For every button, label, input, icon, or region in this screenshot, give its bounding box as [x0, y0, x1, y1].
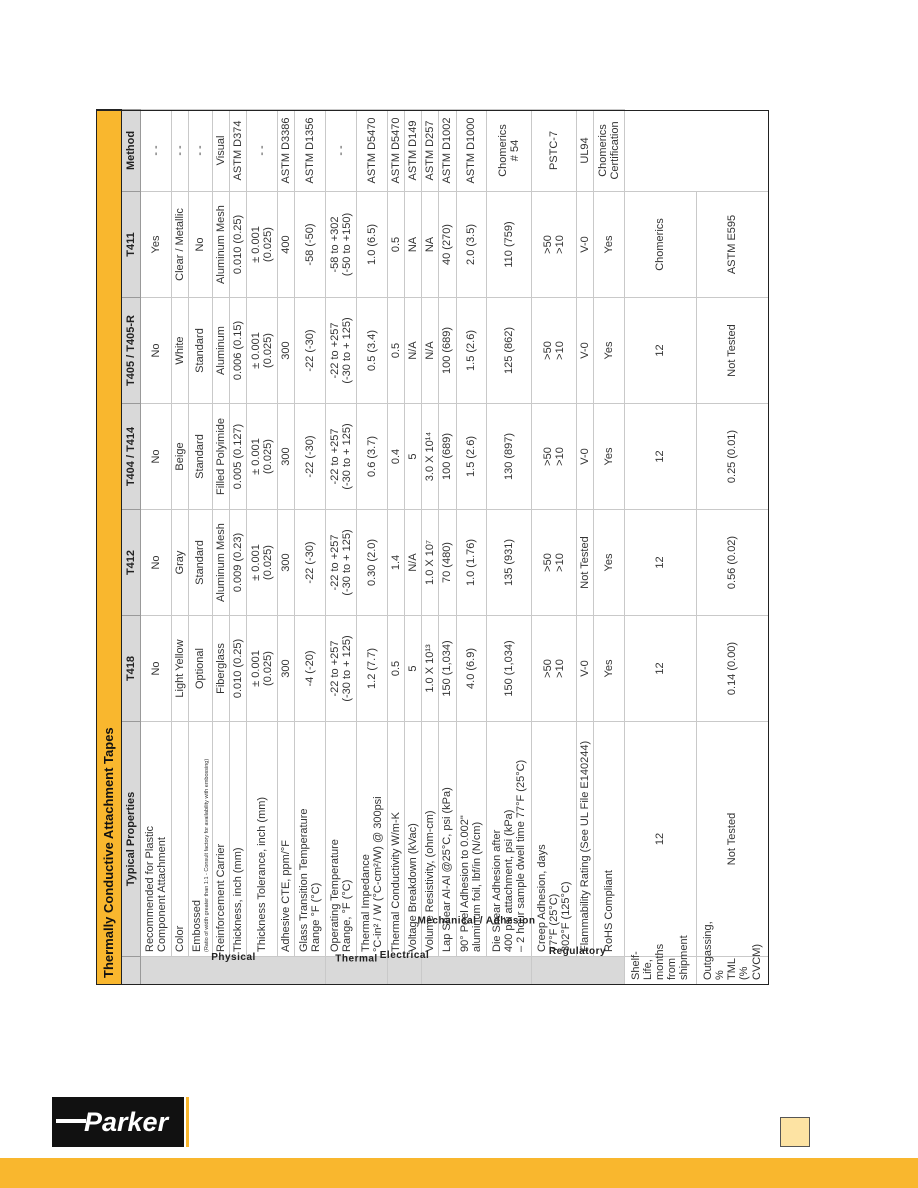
cell-method: ASTM D5470: [387, 109, 404, 191]
property-label: Flammability Rating (See UL File E140244): [578, 740, 591, 952]
cell-method: - -: [189, 109, 213, 191]
cell-method: - -: [141, 109, 172, 191]
spec-table: [96, 109, 769, 985]
property-cell: [141, 722, 172, 957]
cell-t405: 12: [624, 404, 696, 510]
cell-t405: >50 >10: [532, 298, 577, 404]
category-cell: [532, 945, 625, 985]
cell-t418: Not Tested: [696, 722, 768, 957]
cell-t418: 1.2 (7.7): [357, 616, 388, 722]
cell-t411: 2.0 (3.5): [456, 192, 487, 298]
cell-method: - -: [247, 109, 278, 191]
cell-t404-t414: 0.4: [387, 404, 404, 510]
table-row: [422, 109, 439, 984]
category-label: Mechanical / Adhesion: [417, 915, 536, 927]
cell-t405: No: [141, 298, 172, 404]
property-label: Voltage Breakdown (kVac): [407, 823, 420, 952]
property-cell: [247, 722, 278, 957]
table-row: [326, 109, 357, 984]
cell-t418: 0.010 (0.25): [230, 616, 247, 722]
cell-t412: 1.0 (1.76): [456, 510, 487, 616]
cell-t411: No: [189, 192, 213, 298]
cell-t405: 0.25 (0.01): [696, 404, 768, 510]
table-row: [295, 109, 326, 984]
cell-t412: Standard: [189, 510, 213, 616]
cell-method: ASTM D1002: [439, 109, 456, 191]
cell-method: Visual: [213, 109, 230, 191]
property-label: Shelf-Life, months from shipment: [629, 935, 691, 980]
cell-t418: Fiberglass: [213, 616, 230, 722]
cell-method: ASTM D5470: [357, 109, 388, 191]
table-row: [593, 109, 624, 984]
cell-t418: -4 (-20): [295, 616, 326, 722]
table-row: [456, 109, 487, 984]
cell-t411: NA: [405, 192, 422, 298]
cell-t411: ± 0.001 (0.025): [247, 192, 278, 298]
cell-t411: -58 to +302 (-50 to +150): [326, 192, 357, 298]
table-row: [487, 109, 532, 984]
property-label: Operating Temperature Range, °F (°C): [329, 839, 354, 952]
property-label: Thickness Tolerance, inch (mm): [256, 796, 269, 952]
cell-t411: 110 (759): [487, 192, 532, 298]
property-cell: [230, 722, 247, 957]
cell-t418: 12: [624, 722, 696, 957]
table-title: Thermally Conductive Attachment Tapes: [97, 109, 122, 984]
property-label: Color: [173, 925, 186, 952]
property-label: Thermal Impedance °C-in² / W (°C-cm²/W) @ 300psi: [359, 796, 385, 952]
cell-t411: Yes: [593, 192, 624, 298]
cell-t404-t414: 130 (897): [487, 404, 532, 510]
cell-t411: 400: [278, 192, 295, 298]
table-row: [405, 109, 422, 984]
cell-t405: N/A: [422, 298, 439, 404]
cell-t411: 12: [624, 298, 696, 404]
property-cell: [696, 921, 768, 985]
cell-t404-t414: Beige: [171, 404, 188, 510]
cell-t418: 4.0 (6.9): [456, 616, 487, 722]
cell-t418: ± 0.001 (0.025): [247, 616, 278, 722]
category-label: Electrical: [379, 949, 430, 961]
cell-t405: 0.5 (3.4): [357, 298, 388, 404]
cell-t404-t414: Standard: [189, 404, 213, 510]
property-cell: [278, 722, 295, 957]
cell-t412: Aluminum Mesh: [213, 510, 230, 616]
cell-method: UL94: [576, 109, 593, 191]
cell-t418: 0.5: [387, 616, 404, 722]
cell-t405: Aluminum: [213, 298, 230, 404]
cell-t412: ± 0.001 (0.025): [247, 510, 278, 616]
property-label: RoHS Compliant: [602, 870, 615, 952]
table-row: [387, 109, 404, 984]
cell-t405: 1.5 (2.6): [456, 298, 487, 404]
cell-t412: 12: [624, 616, 696, 722]
category-cell: [417, 915, 536, 985]
cell-t404-t414: -22 (-30): [295, 404, 326, 510]
property-cell: [624, 935, 696, 985]
property-label: Lap Shear Al-Al @25°C, psi (kPa): [441, 787, 454, 952]
header-t405: T405 / T405-R: [122, 298, 141, 404]
cell-t412: 70 (480): [439, 510, 456, 616]
property-label: Recommended for Plastic Component Attachment: [143, 826, 168, 952]
cell-t404-t414: No: [141, 404, 172, 510]
cell-t418: -22 to +257 (-30 to + 125): [326, 616, 357, 722]
cell-t404-t414: V-0: [576, 404, 593, 510]
cell-t418: Light Yellow: [171, 616, 188, 722]
cell-t411: Aluminum Mesh: [213, 192, 230, 298]
cell-t411: 40 (270): [439, 192, 456, 298]
cell-t411: V-0: [576, 192, 593, 298]
cell-t404-t414: 5: [405, 404, 422, 510]
cell-t412: N/A: [405, 510, 422, 616]
property-cell: [326, 722, 357, 957]
cell-t412: 0.14 (0.00): [696, 616, 768, 722]
category-cell: [326, 953, 388, 985]
cell-t418: Yes: [593, 616, 624, 722]
cell-t412: 135 (931): [487, 510, 532, 616]
cell-method: ASTM D149: [405, 109, 422, 191]
property-note: (Ratio of width greater than 1:1 - Consult factory for availability with embossing): [203, 758, 210, 952]
cell-t404-t414: 300: [278, 404, 295, 510]
table-row: [278, 109, 295, 984]
cell-t404-t414: 1.5 (2.6): [456, 404, 487, 510]
cell-t405: Yes: [593, 298, 624, 404]
property-cell: [532, 722, 577, 957]
property-label: Thickness, inch (mm): [232, 847, 245, 952]
cell-t418: Optional: [189, 616, 213, 722]
cell-t411: 1.0 (6.5): [357, 192, 388, 298]
cell-t405: 300: [278, 298, 295, 404]
cell-t404-t414: ± 0.001 (0.025): [247, 404, 278, 510]
cell-t418: >50 >10: [532, 616, 577, 722]
cell-t412: -22 to +257 (-30 to + 125): [326, 510, 357, 616]
table-row: [171, 109, 188, 984]
cell-t412: Not Tested: [576, 510, 593, 616]
cell-method: Chomerics Certification: [593, 109, 624, 191]
property-cell: [189, 722, 213, 957]
cell-t405: -22 to +257 (-30 to + 125): [326, 298, 357, 404]
table-row: [213, 109, 230, 984]
header-t412: T412: [122, 510, 141, 616]
cell-method: - -: [326, 109, 357, 191]
header-method: Method: [122, 109, 141, 191]
cell-t412: 300: [278, 510, 295, 616]
cell-method: Chomerics # 54: [487, 109, 532, 191]
header-t404-t414: T404 / T414: [122, 404, 141, 510]
header-t411: T411: [122, 192, 141, 298]
property-label: Reinforcement Carrier: [215, 843, 228, 952]
property-cell: [576, 722, 593, 957]
property-cell: [357, 722, 388, 957]
cell-t405: V-0: [576, 298, 593, 404]
cell-t405: ± 0.001 (0.025): [247, 298, 278, 404]
cell-t404-t414: 100 (689): [439, 404, 456, 510]
cell-t418: 5: [405, 616, 422, 722]
cell-t404-t414: -22 to +257 (-30 to + 125): [326, 404, 357, 510]
cell-method: ASTM D257: [422, 109, 439, 191]
cell-t404-t414: 3.0 X 10¹⁴: [422, 404, 439, 510]
cell-t411: Not Tested: [696, 298, 768, 404]
cell-t404-t414: >50 >10: [532, 404, 577, 510]
cell-t412: 0.009 (0.23): [230, 510, 247, 616]
cell-t405: -22 (-30): [295, 298, 326, 404]
cell-t404-t414: 0.6 (3.7): [357, 404, 388, 510]
cell-t412: Yes: [593, 510, 624, 616]
cell-t418: 1.0 X 10¹³: [422, 616, 439, 722]
category-label: Regulatory: [549, 945, 607, 957]
property-cell: [295, 722, 326, 957]
property-label: Creep Adhesion, days 77°F (25°C) 302°F (125°C): [535, 844, 572, 952]
parker-logo-text: Parker: [84, 1107, 169, 1137]
parker-logo: [52, 1097, 192, 1147]
cell-t404-t414: 12: [624, 510, 696, 616]
cell-t404-t414: 0.005 (0.127): [230, 404, 247, 510]
header-typical-properties: Typical Properties: [122, 722, 141, 957]
table-row: [624, 109, 696, 984]
category-label: Physical: [210, 952, 256, 964]
property-cell: [593, 722, 624, 957]
cell-method: ASTM D1000: [456, 109, 487, 191]
footer-band: [0, 1158, 918, 1188]
cell-method: ASTM E595: [696, 192, 768, 298]
table-row: [247, 109, 278, 984]
property-cell: [213, 722, 230, 957]
cell-t405: Standard: [189, 298, 213, 404]
cell-method: PSTC-7: [532, 109, 577, 191]
cell-t411: 0.010 (0.25): [230, 192, 247, 298]
cell-method: Chomerics: [624, 192, 696, 298]
cell-method: ASTM D374: [230, 109, 247, 191]
cell-t404-t414: Yes: [593, 404, 624, 510]
cell-t411: Clear / Metallic: [171, 192, 188, 298]
cell-t411: 0.5: [387, 192, 404, 298]
property-label: Glass Transition Temperature Range °F (°C): [298, 808, 323, 952]
cell-method: - -: [171, 109, 188, 191]
cell-t418: No: [141, 616, 172, 722]
property-label: Die Shear Adhesion after 400 psi attachment, psi (kPa) – 2 hour sample dwell time 77°F (25°C): [491, 759, 528, 952]
cell-t404-t414: 0.56 (0.02): [696, 510, 768, 616]
cell-method: ASTM D1356: [295, 109, 326, 191]
cell-t405: White: [171, 298, 188, 404]
category-header-blank: [122, 957, 141, 985]
cell-t418: 150 (1,034): [487, 616, 532, 722]
cell-t418: 150 (1,034): [439, 616, 456, 722]
cell-t412: -22 (-30): [295, 510, 326, 616]
cell-t405: 100 (689): [439, 298, 456, 404]
table-row: [230, 109, 247, 984]
property-cell: [387, 722, 404, 957]
cell-t412: 1.4: [387, 510, 404, 616]
table-row: [532, 109, 577, 984]
cell-t404-t414: Filled Polyimide: [213, 404, 230, 510]
cell-t411: NA: [422, 192, 439, 298]
rotated-table-wrapper: [96, 110, 769, 985]
property-label: 90° Peel Adhesion to 0.002" aluminum foil, lbf/in (N/cm): [459, 815, 484, 952]
table-row: [576, 109, 593, 984]
header-t418: T418: [122, 616, 141, 722]
page-number-box: [780, 1117, 810, 1147]
cell-t411: Yes: [141, 192, 172, 298]
property-label: Thermal Conductivity W/m-K: [389, 812, 402, 952]
cell-t405: 0.5: [387, 298, 404, 404]
table-row: [696, 109, 768, 984]
property-label: Embossed: [191, 900, 204, 952]
cell-method: ASTM D3386: [278, 109, 295, 191]
header-row: [122, 109, 141, 984]
category-cell: [141, 952, 326, 985]
cell-t412: No: [141, 510, 172, 616]
table-row: [189, 109, 213, 984]
cell-t405: 0.006 (0.15): [230, 298, 247, 404]
cell-t418: 300: [278, 616, 295, 722]
category-cell: [379, 949, 430, 985]
property-label: Outgassing, % TML (% CVCM): [702, 921, 763, 980]
cell-t405: N/A: [405, 298, 422, 404]
table-row: [439, 109, 456, 984]
table-row: [357, 109, 388, 984]
property-label: Volume Resistivity, (ohm-cm): [424, 810, 437, 952]
cell-t412: >50 >10: [532, 510, 577, 616]
property-cell: [171, 722, 188, 957]
property-label: Adhesive CTE, ppm/°F: [280, 840, 293, 952]
cell-t411: >50 >10: [532, 192, 577, 298]
cell-t418: V-0: [576, 616, 593, 722]
cell-t411: -58 (-50): [295, 192, 326, 298]
table-row: [141, 109, 172, 984]
cell-t412: 1.0 X 10⁷: [422, 510, 439, 616]
cell-t412: Gray: [171, 510, 188, 616]
cell-t405: 125 (862): [487, 298, 532, 404]
cell-t412: 0.30 (2.0): [357, 510, 388, 616]
category-label: Thermal: [335, 953, 378, 965]
